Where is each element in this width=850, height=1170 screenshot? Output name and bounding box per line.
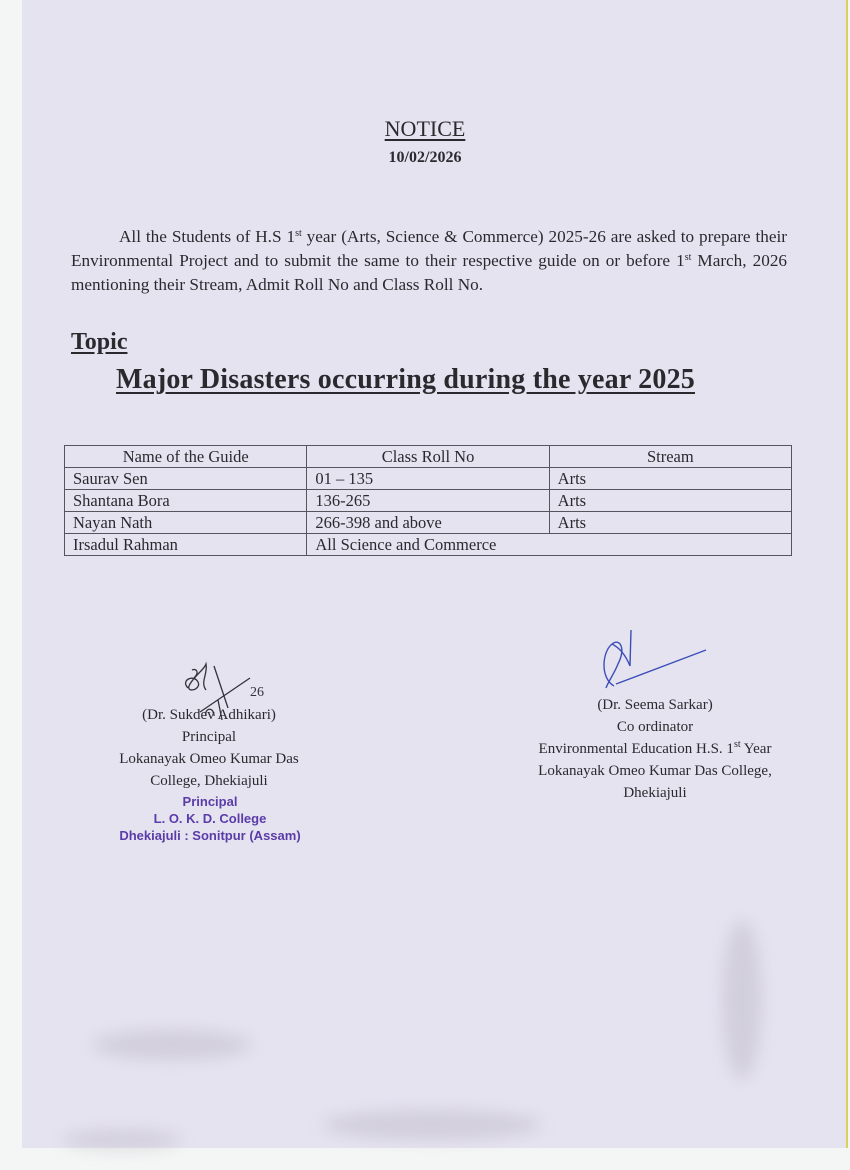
coordinator-name: (Dr. Seema Sarkar) xyxy=(597,697,713,713)
table-row xyxy=(65,490,792,512)
stamp-line1: Principal xyxy=(182,794,238,809)
principal-name: (Dr. Sukdev Adhikari) xyxy=(142,707,276,723)
notice-date: 10/02/2026 xyxy=(388,149,462,166)
table-header-row xyxy=(65,446,792,468)
notice-body xyxy=(71,225,787,297)
principal-org-line2: College, Dhekiajuli xyxy=(150,773,268,789)
principal-designation: Principal xyxy=(181,729,237,745)
guide-name-cell: Saurav Sen xyxy=(65,468,307,490)
roll-range-cell: 266-398 and above xyxy=(307,512,549,534)
paper-sheet xyxy=(22,0,848,1148)
ordinal-suffix: st xyxy=(295,228,302,239)
stamp-line2: L. O. K. D. College xyxy=(153,811,267,826)
topic-title: Major Disasters occurring during the year 2025 xyxy=(116,364,695,395)
dept-text: Environmental Education H.S. 1 xyxy=(538,741,734,757)
body-text-part: year (Arts, Science & Commerce) 2025-26 are asked to prepare their Environmental Project and to submit the same to their respective guide on or before 1 xyxy=(71,227,788,270)
table-header: Stream xyxy=(549,446,791,468)
signature-date: 26 xyxy=(250,685,264,700)
roll-range-cell: All Science and Commerce xyxy=(307,534,792,556)
stream-cell: Arts xyxy=(549,512,791,534)
coordinator-signature-icon xyxy=(590,628,720,700)
guide-table xyxy=(64,445,792,556)
coordinator-dept xyxy=(510,738,800,760)
scan-smudge xyxy=(722,920,762,1080)
ordinal-suffix: st xyxy=(684,252,692,263)
roll-range-cell: 01 – 135 xyxy=(307,468,549,490)
scan-smudge xyxy=(322,1110,542,1140)
dept-text: Year xyxy=(740,741,772,757)
table-header: Class Roll No xyxy=(307,446,549,468)
ordinal-suffix: st xyxy=(733,739,741,750)
scan-smudge xyxy=(92,1030,252,1060)
body-text-part: All the Students of H.S 1 xyxy=(119,227,296,246)
principal-signature-block xyxy=(96,704,322,792)
table-header: Name of the Guide xyxy=(65,446,307,468)
coordinator-org-line2: Dhekiajuli xyxy=(623,785,687,801)
stamp-line3: Dhekiajuli : Sonitpur (Assam) xyxy=(119,828,301,843)
stream-cell: Arts xyxy=(549,490,791,512)
guide-name-cell: Irsadul Rahman xyxy=(65,534,307,556)
guide-name-cell: Shantana Bora xyxy=(65,490,307,512)
notice-title: NOTICE xyxy=(384,116,466,141)
coordinator-org-line1: Lokanayak Omeo Kumar Das College, xyxy=(538,763,772,779)
table-row xyxy=(65,512,792,534)
coordinator-designation: Co ordinator xyxy=(616,719,694,735)
table-row xyxy=(65,468,792,490)
coordinator-signature-block xyxy=(510,694,800,804)
college-stamp xyxy=(110,793,310,844)
roll-range-cell: 136-265 xyxy=(307,490,549,512)
table-row xyxy=(65,534,792,556)
topic-label: Topic xyxy=(71,329,128,355)
guide-name-cell: Nayan Nath xyxy=(65,512,307,534)
stream-cell: Arts xyxy=(549,468,791,490)
principal-org-line1: Lokanayak Omeo Kumar Das xyxy=(119,751,299,767)
body-text-part: March, 2026 mentioning their Stream, Admit Roll No and Class Roll No. xyxy=(71,251,788,294)
scan-smudge xyxy=(62,1130,182,1150)
